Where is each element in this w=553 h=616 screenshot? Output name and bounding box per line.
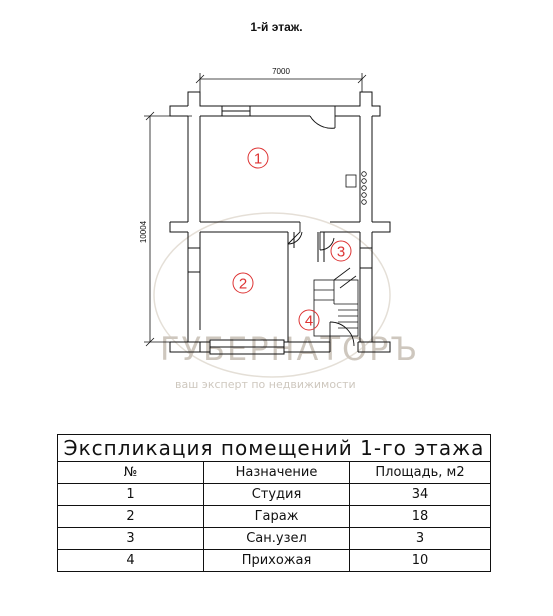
table-caption: Экспликация помещений 1-го этажа [58, 435, 490, 462]
room-number-3: 3 [336, 243, 346, 261]
width-dimension-label: 7000 [272, 67, 290, 76]
row-number: 2 [58, 506, 204, 527]
table-row [58, 550, 490, 571]
height-dimension [144, 112, 192, 346]
watermark-tagline: ваш эксперт по недвижимости [175, 378, 356, 391]
table-row [58, 528, 490, 550]
walls [170, 92, 390, 354]
row-purpose: Сан.узел [204, 528, 350, 549]
room-number-2: 2 [238, 275, 248, 293]
row-purpose: Гараж [204, 506, 350, 527]
watermark-brand: ГУБЕРНАТОРЪ [160, 330, 420, 368]
kitchen-appliances [346, 172, 366, 205]
header-area: Площадь, м2 [375, 465, 465, 480]
row-area: 10 [411, 553, 429, 568]
row-area: 18 [411, 509, 429, 524]
height-dimension-label: 10004 [139, 220, 148, 244]
page-title: 1-й этаж. [250, 20, 303, 34]
header-number: № [58, 462, 204, 483]
room-marker-4 [299, 310, 319, 330]
room-number-1: 1 [253, 150, 263, 168]
row-purpose: Студия [204, 484, 350, 505]
staircase [314, 268, 358, 336]
row-number: 1 [58, 484, 204, 505]
room-number-4: 4 [304, 312, 314, 330]
row-number: 4 [58, 550, 204, 571]
row-number: 3 [58, 528, 204, 549]
table-row [58, 484, 490, 506]
room-marker-1 [248, 148, 268, 168]
table-header-row [58, 462, 490, 484]
row-purpose: Прихожая [204, 550, 350, 571]
row-area: 34 [411, 487, 429, 502]
watermark [154, 213, 419, 391]
row-area: 3 [415, 531, 425, 546]
table-row [58, 506, 490, 528]
room-marker-2 [233, 273, 253, 293]
rooms-explication-table [57, 434, 491, 572]
header-purpose: Назначение [204, 462, 350, 483]
room-marker-3 [331, 241, 351, 261]
